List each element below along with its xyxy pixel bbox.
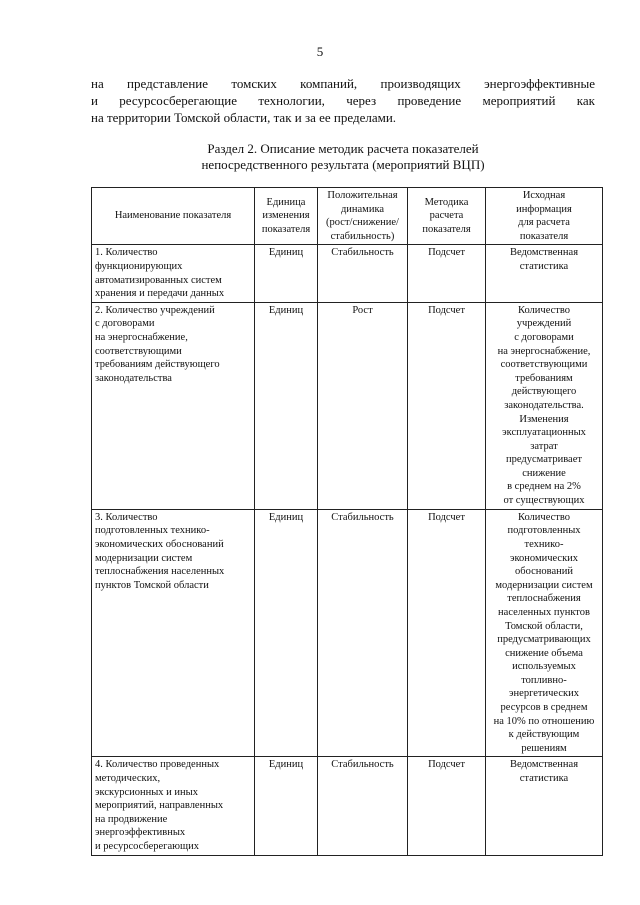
header-dynamics: Положительная динамика (рост/снижение/ стабильность) [318,188,408,245]
row-dynamics-cell: Стабильность [318,509,408,757]
row-source-cell: Ведомственная статистика [486,757,603,855]
header-method: Методика расчета показателя [408,188,486,245]
table-row [92,302,603,509]
row-name-cell: 4. Количество проведенных методических, экскурсионных и иных мероприятий, направленных на продвижение энергоэффективных и ресурсосберегающих [92,757,255,855]
row-source-cell: Количество подготовленных технико- экономических обоснований модернизации систем теплоснабжения населенных пунктов Томской области, предусматривающих снижение объема используемых топливно- энергетических ресурсов в среднем на 10% по отношению к действующим решениям [486,509,603,757]
section-title [91,141,595,173]
row-unit-cell: Единиц [255,302,318,509]
row-dynamics-cell: Рост [318,302,408,509]
row-source-cell: Количество учреждений с договорами на энергоснабжение, соответствующими требованиям действующего законодательства. Изменения эксплуатационных затрат предусматривает снижение в среднем на 2% от существующих [486,302,603,509]
row-name-cell: 1. Количество функционирующих автоматизированных систем хранения и передачи данных [92,245,255,302]
intro-line: на представление томских компаний, производящих энергоэффективные [91,76,595,91]
row-unit-cell: Единиц [255,509,318,757]
row-method-cell: Подсчет [408,509,486,757]
table-row [92,245,603,302]
section-title-line-1: Раздел 2. Описание методик расчета показателей [207,141,479,156]
table-header-row [92,188,603,245]
row-name-cell: 2. Количество учреждений с договорами на энергоснабжение, соответствующими требованиям действующего законодательства [92,302,255,509]
section-title-line-2: непосредственного результата (мероприятий ВЦП) [201,157,485,172]
row-method-cell: Подсчет [408,245,486,302]
indicators-table [91,187,603,856]
table-row [92,509,603,757]
intro-paragraph [91,75,595,126]
row-method-cell: Подсчет [408,302,486,509]
row-dynamics-cell: Стабильность [318,245,408,302]
header-source: Исходная информация для расчета показателя [486,188,603,245]
page-number: 5 [316,44,324,59]
row-source-cell: Ведомственная статистика [486,245,603,302]
header-unit: Единица изменения показателя [255,188,318,245]
intro-line: и ресурсосберегающие технологии, через проведение мероприятий как [91,93,595,108]
row-method-cell: Подсчет [408,757,486,855]
table-row [92,757,603,855]
row-unit-cell: Единиц [255,245,318,302]
row-dynamics-cell: Стабильность [318,757,408,855]
row-unit-cell: Единиц [255,757,318,855]
row-name-cell: 3. Количество подготовленных технико- экономических обоснований модернизации систем теплоснабжения населенных пунктов Томской области [92,509,255,757]
intro-line: на территории Томской области, так и за ее пределами. [91,110,397,125]
header-name: Наименование показателя [92,188,255,245]
